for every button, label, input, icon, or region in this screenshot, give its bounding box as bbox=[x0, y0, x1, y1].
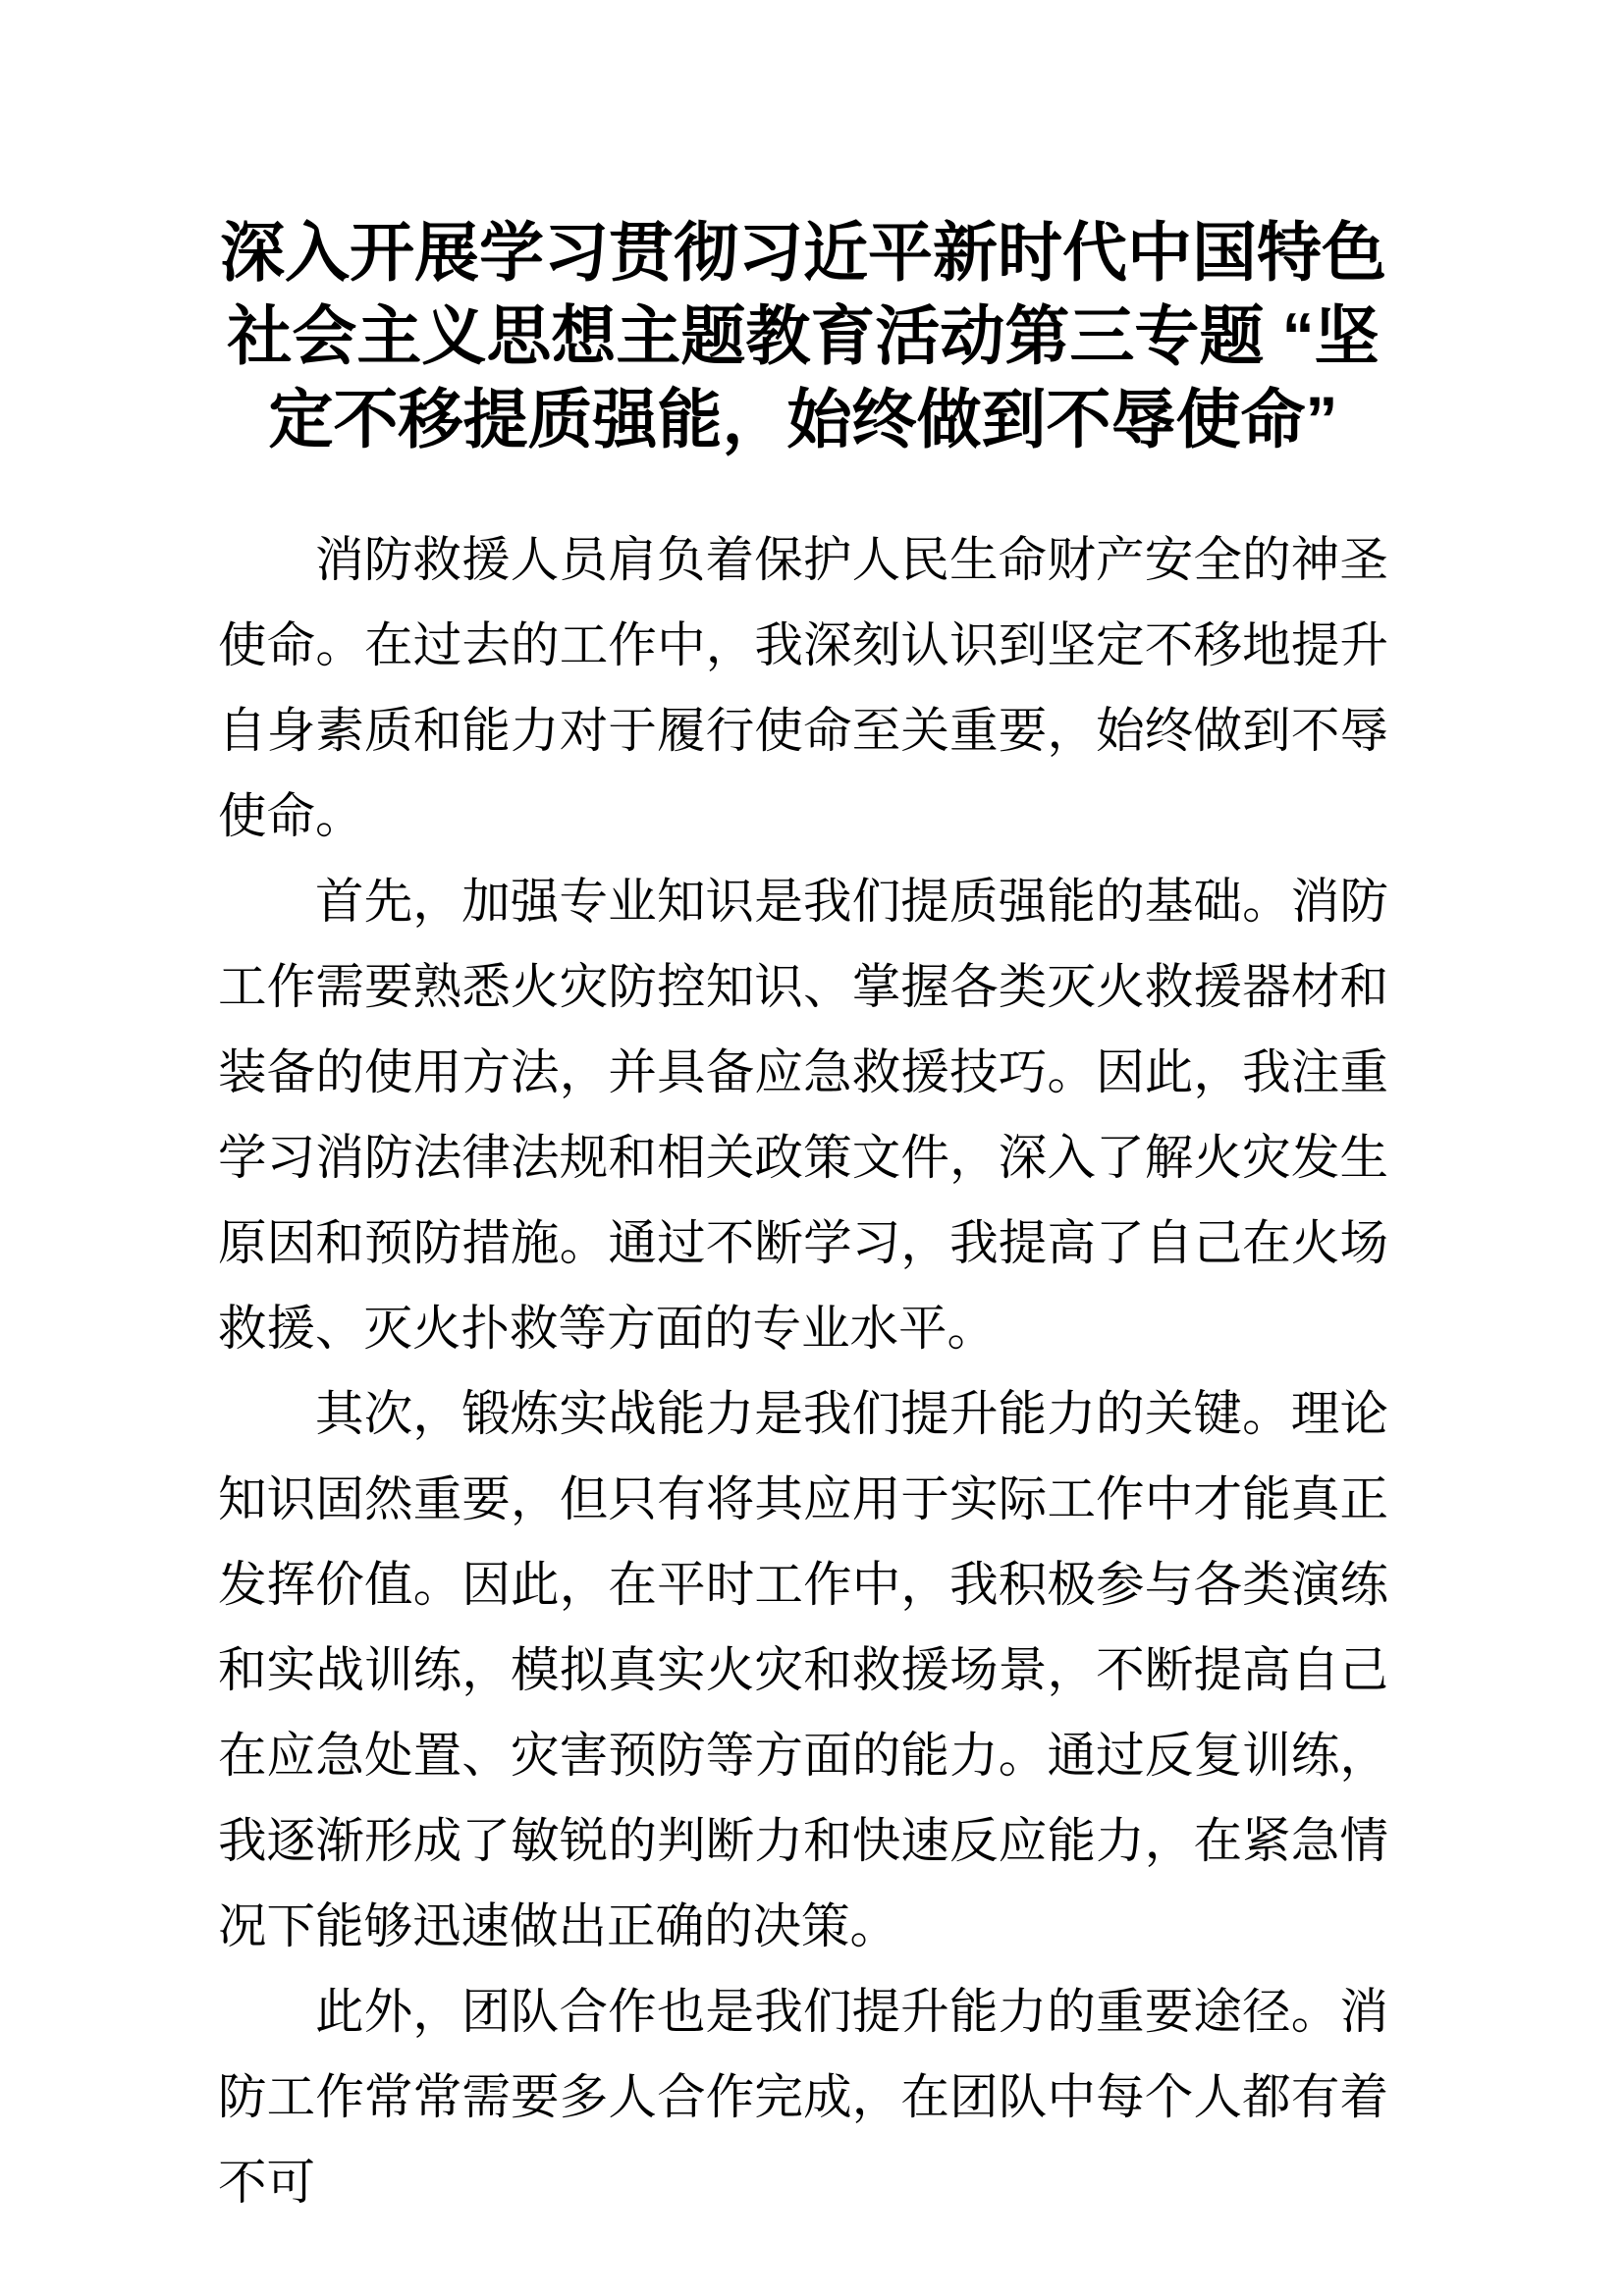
document-content bbox=[218, 211, 1388, 2225]
paragraph-3: 其次，锻炼实战能力是我们提升能力的关键。理论知识固然重要，但只有将其应用于实际工作中才能真正发挥价值。因此，在平时工作中，我积极参与各类演练和实战训练，模拟真实火灾和救援场景，不断提高自己在应急处置、灾害预防等方面的能力。通过反复训练，我逐渐形成了敏锐的判断力和快速反应能力，在紧急情况下能够迅速做出正确的决策。 bbox=[218, 1387, 1388, 1953]
title-line-1: 深入开展学习贯彻习近平新时代中国特色 bbox=[220, 216, 1386, 289]
title-line-3: 定不移提质强能，始终做到不辱使命” bbox=[268, 383, 1338, 455]
paragraph-2: 首先，加强专业知识是我们提质强能的基础。消防工作需要熟悉火灾防控知识、掌握各类灭火救援器材和装备的使用方法，并具备应急救援技巧。因此，我注重学习消防法律法规和相关政策文件，深入了解火灾发生原因和预防措施。通过不断学习，我提高了自己在火场救援、灭火扑救等方面的专业水平。 bbox=[218, 875, 1388, 1356]
title-line-2: 社会主义思想主题教育活动第三专题 “坚 bbox=[227, 299, 1380, 372]
document-title bbox=[218, 211, 1388, 461]
paragraph-4: 此外，团队合作也是我们提升能力的重要途径。消防工作常常需要多人合作完成，在团队中每个人都有着不可 bbox=[218, 1985, 1388, 2210]
document-body bbox=[218, 517, 1388, 2225]
paragraph-1: 消防救援人员肩负着保护人民生命财产安全的神圣使命。在过去的工作中，我深刻认识到坚定不移地提升自身素质和能力对于履行使命至关重要，始终做到不辱使命。 bbox=[218, 533, 1388, 843]
